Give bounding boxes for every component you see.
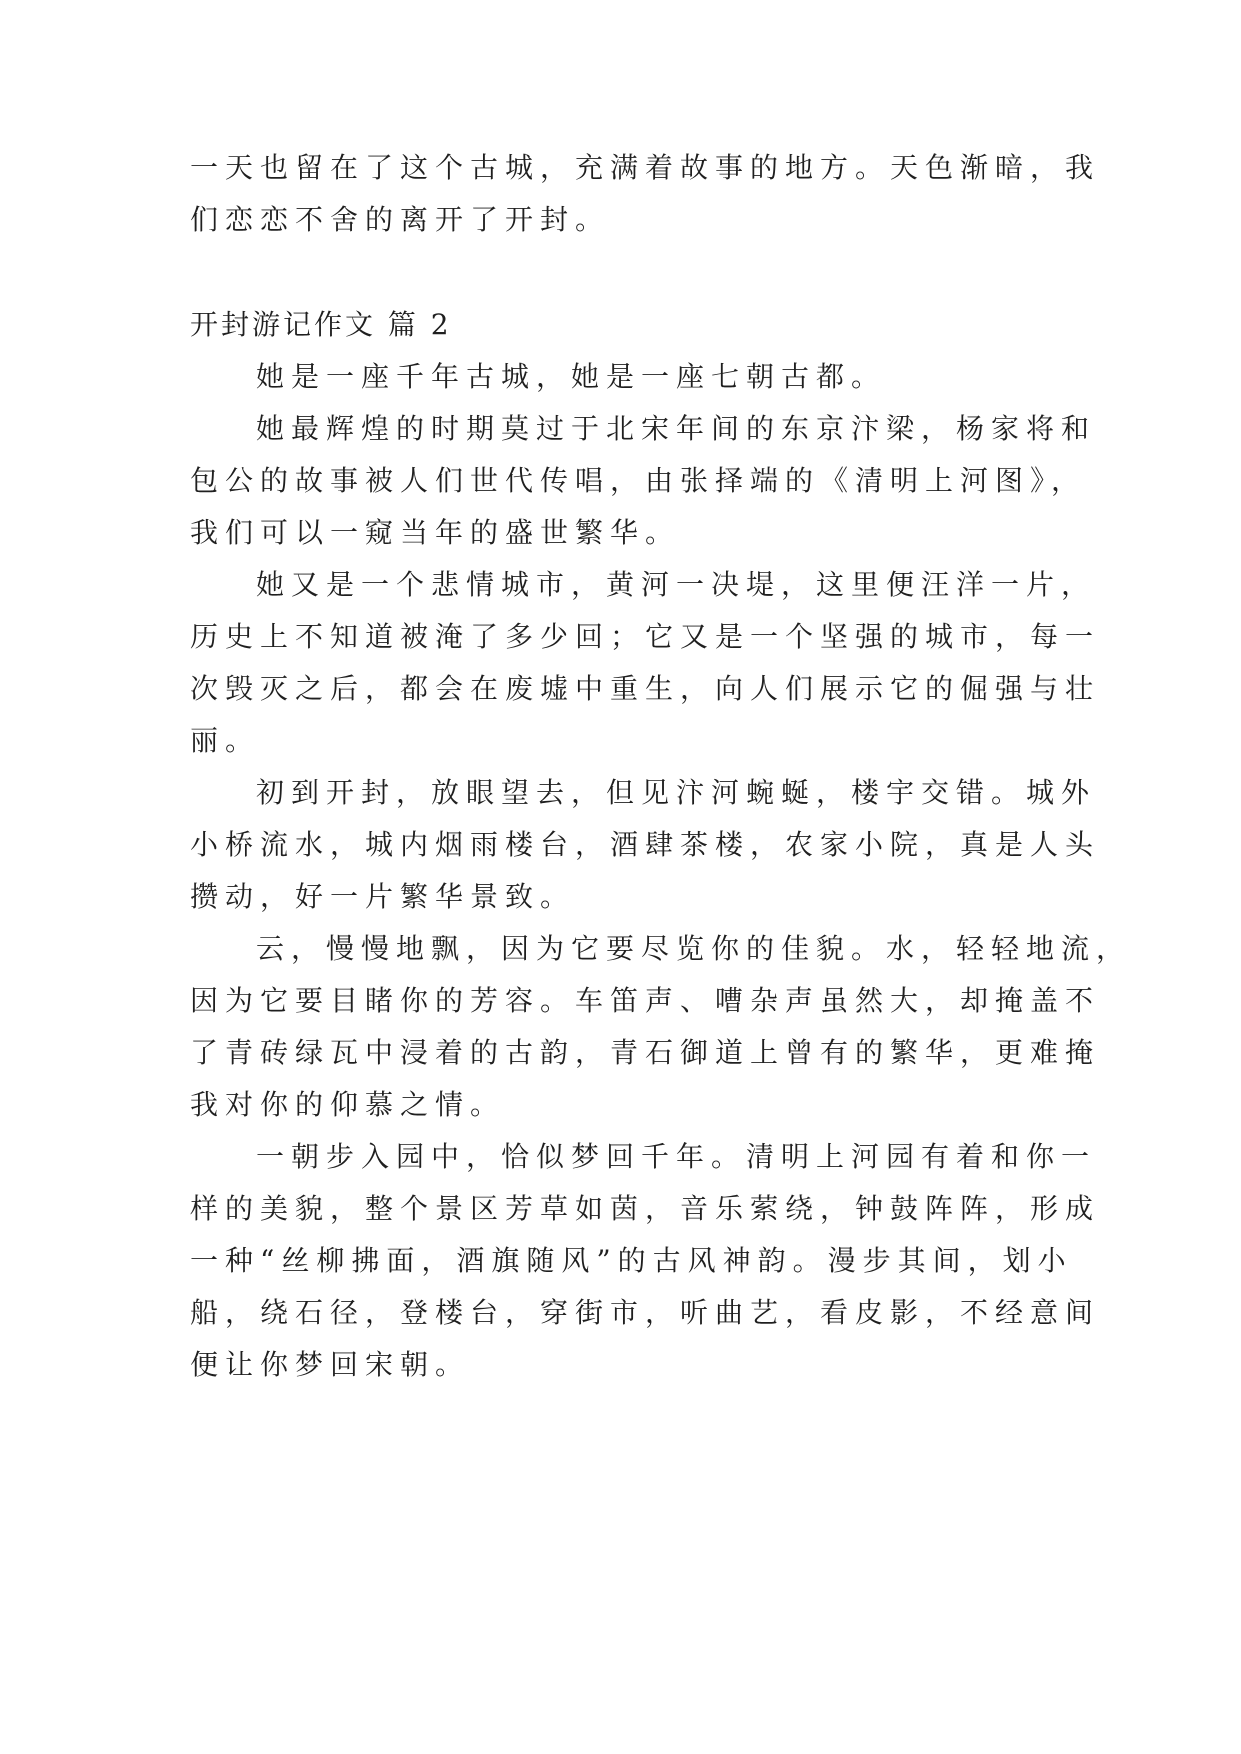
paragraph-2-line-1: 她最辉煌的时期莫过于北宋年间的东京汴梁，杨家将和 <box>256 412 1097 445</box>
paragraph-2-line-3: 我们可以一窥当年的盛世繁华。 <box>190 516 681 549</box>
paragraph-5-line-1: 云，慢慢地飘，因为它要尽览你的佳貌。水，轻轻地流， <box>256 932 1132 965</box>
paragraph-4-line-2: 小桥流水，城内烟雨楼台，酒肆茶楼，农家小院，真是人头 <box>190 828 1101 861</box>
paragraph-1-line-1: 她是一座千年古城，她是一座七朝古都。 <box>256 360 887 393</box>
paragraph-5-line-2: 因为它要目睹你的芳容。车笛声、嘈杂声虽然大，却掩盖不 <box>190 984 1101 1017</box>
paragraph-6-line-1: 一朝步入园中，恰似梦回千年。清明上河园有着和你一 <box>256 1140 1097 1173</box>
paragraph-3-line-1: 她又是一个悲情城市，黄河一决堤，这里便汪洋一片， <box>256 568 1097 601</box>
paragraph-6-line-2: 样的美貌，整个景区芳草如茵，音乐萦绕，钟鼓阵阵，形成 <box>190 1192 1101 1225</box>
section-title: 开封游记作文 篇 2 <box>190 308 452 341</box>
paragraph-3-line-4: 丽。 <box>190 724 261 757</box>
paragraph-6-line-4: 船，绕石径，登楼台，穿街市，听曲艺，看皮影，不经意间 <box>190 1296 1101 1329</box>
paragraph-6-line-5: 便让你梦回宋朝。 <box>190 1348 471 1381</box>
paragraph-5-line-4: 我对你的仰慕之情。 <box>190 1088 506 1121</box>
paragraph-3-line-3: 次毁灭之后，都会在废墟中重生，向人们展示它的倔强与壮 <box>190 672 1101 705</box>
paragraph-5-line-3: 了青砖绿瓦中浸着的古韵，青石御道上曾有的繁华，更难掩 <box>190 1036 1101 1069</box>
paragraph-4-line-3: 攒动，好一片繁华景致。 <box>190 880 576 913</box>
paragraph-3-line-2: 历史上不知道被淹了多少回；它又是一个坚强的城市，每一 <box>190 620 1101 653</box>
intro-line-1: 一天也留在了这个古城，充满着故事的地方。天色渐暗，我 <box>190 151 1101 184</box>
paragraph-2-line-2: 包公的故事被人们世代传唱，由张择端的《清明上河图》， <box>190 464 1087 497</box>
paragraph-6-line-3: 一种“丝柳拂面，酒旗随风”的古风神韵。漫步其间，划小 <box>190 1244 1073 1277</box>
intro-line-2: 们恋恋不舍的离开了开封。 <box>190 203 611 236</box>
paragraph-4-line-1: 初到开封，放眼望去，但见汴河蜿蜒，楼宇交错。城外 <box>256 776 1097 809</box>
